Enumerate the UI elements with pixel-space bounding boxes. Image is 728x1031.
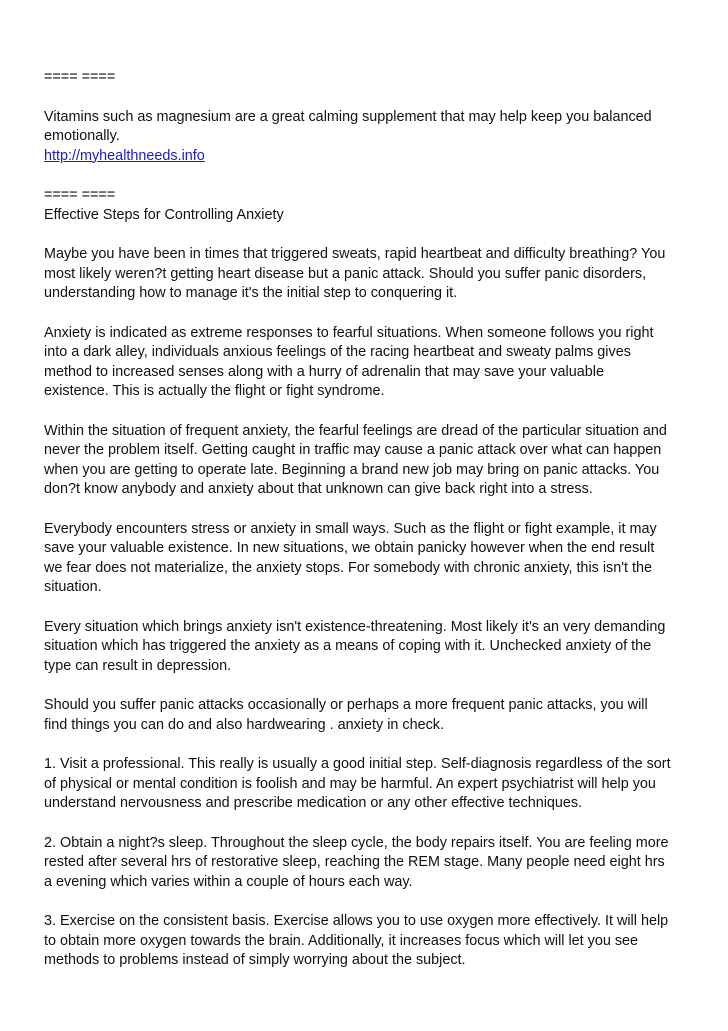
website-link[interactable]: http://myhealthneeds.info xyxy=(44,147,205,164)
spacer xyxy=(44,402,694,422)
body-paragraph xyxy=(44,245,694,304)
body-paragraph xyxy=(44,520,694,598)
spacer xyxy=(44,166,694,186)
text-line: rested after several hrs of restorative sleep, reaching the REM stage. Many people need eight hrs xyxy=(44,854,665,870)
text-line: Every situation which brings anxiety isn't existence-threatening. Most likely it's an very demanding xyxy=(44,618,666,635)
text-line: Vitamins such as magnesium are a great calming supplement that may help keep you balanced xyxy=(44,108,652,125)
text-line: Anxiety is indicated as extreme responses to fearful situations. When someone follows you right xyxy=(44,324,654,341)
text-line: into a dark alley, individuals anxious feelings of the racing heartbeat and sweaty palms gives xyxy=(44,344,631,360)
text-line: understand nervousness and prescribe medication or any other effective techniques. xyxy=(44,795,583,811)
body-paragraph xyxy=(44,912,694,971)
body-paragraph xyxy=(44,696,694,735)
text-line: a evening which varies within a couple of hours each way. xyxy=(44,873,413,890)
text-line: method to increased senses along with a hurry of adrenalin that may save your valuable xyxy=(44,363,604,380)
text-line: we fear does not materialize, the anxiety stops. For somebody with chronic anxiety, this isn't the xyxy=(44,559,652,576)
separator: ==== ==== xyxy=(44,69,116,85)
text-line: 3. Exercise on the consistent basis. Exercise allows you to use oxygen more effectively. It will help xyxy=(44,913,669,929)
text-line: most likely weren?t getting heart disease but a panic attack. Should you suffer panic disorders, xyxy=(44,265,647,282)
text-line: Should you suffer panic attacks occasionally or perhaps a more frequent panic attacks, you will xyxy=(44,697,648,713)
text-line: 2. Obtain a night?s sleep. Throughout the sleep cycle, the body repairs itself. You are feeling more xyxy=(44,834,669,851)
spacer xyxy=(44,892,694,912)
body-paragraph xyxy=(44,834,694,893)
article-body xyxy=(44,245,694,971)
text-line: Within the situation of frequent anxiety, the fearful feelings are dread of the particular situation and xyxy=(44,422,667,439)
body-paragraph xyxy=(44,324,694,402)
text-line: type can result in depression. xyxy=(44,657,232,674)
text-line: emotionally. xyxy=(44,128,120,144)
text-line: don?t know anybody and anxiety about that unknown can give back right into a stress. xyxy=(44,481,593,497)
spacer xyxy=(44,598,694,618)
text-line: methods to problems instead of simply worrying about the subject. xyxy=(44,952,466,968)
text-line: existence. This is actually the flight or fight syndrome. xyxy=(44,383,385,399)
text-line: of physical or mental condition is foolish and may be harmful. An expert psychiatrist will help you xyxy=(44,775,656,792)
intro-paragraph xyxy=(44,108,694,147)
document-page xyxy=(44,68,694,971)
spacer xyxy=(44,814,694,834)
text-line: 1. Visit a professional. This really is usually a good initial step. Self-diagnosis regardless of the sort xyxy=(44,756,671,772)
body-paragraph xyxy=(44,422,694,500)
text-line: understanding how to manage it's the initial step to conquering it. xyxy=(44,285,458,301)
article-title: Effective Steps for Controlling Anxiety xyxy=(44,206,284,223)
separator: ==== ==== xyxy=(44,187,116,203)
text-line: situation. xyxy=(44,579,102,595)
text-line: Everybody encounters stress or anxiety in small ways. Such as the flight or fight example, it may xyxy=(44,520,657,537)
spacer xyxy=(44,225,694,245)
text-line: find things you can do and also hardwearing . anxiety in check. xyxy=(44,716,444,733)
text-line: never the problem itself. Getting caught in traffic may cause a panic attack over what can happen xyxy=(44,442,662,458)
body-paragraph xyxy=(44,618,694,677)
text-line: situation which has triggered the anxiety as a means of coping with it. Unchecked anxiety of the xyxy=(44,638,652,654)
text-line: to obtain more oxygen towards the brain. Additionally, it increases focus which will let you see xyxy=(44,932,639,949)
text-line: Maybe you have been in times that triggered sweats, rapid heartbeat and difficulty breathing? You xyxy=(44,246,666,262)
body-paragraph xyxy=(44,755,694,814)
text-line: when you are getting to operate late. Beginning a brand new job may bring on panic attacks. You xyxy=(44,461,660,478)
text-line: save your valuable existence. In new situations, we obtain panicky however when the end result xyxy=(44,540,655,556)
spacer xyxy=(44,676,694,696)
spacer xyxy=(44,735,694,755)
spacer xyxy=(44,88,694,108)
spacer xyxy=(44,500,694,520)
spacer xyxy=(44,304,694,324)
